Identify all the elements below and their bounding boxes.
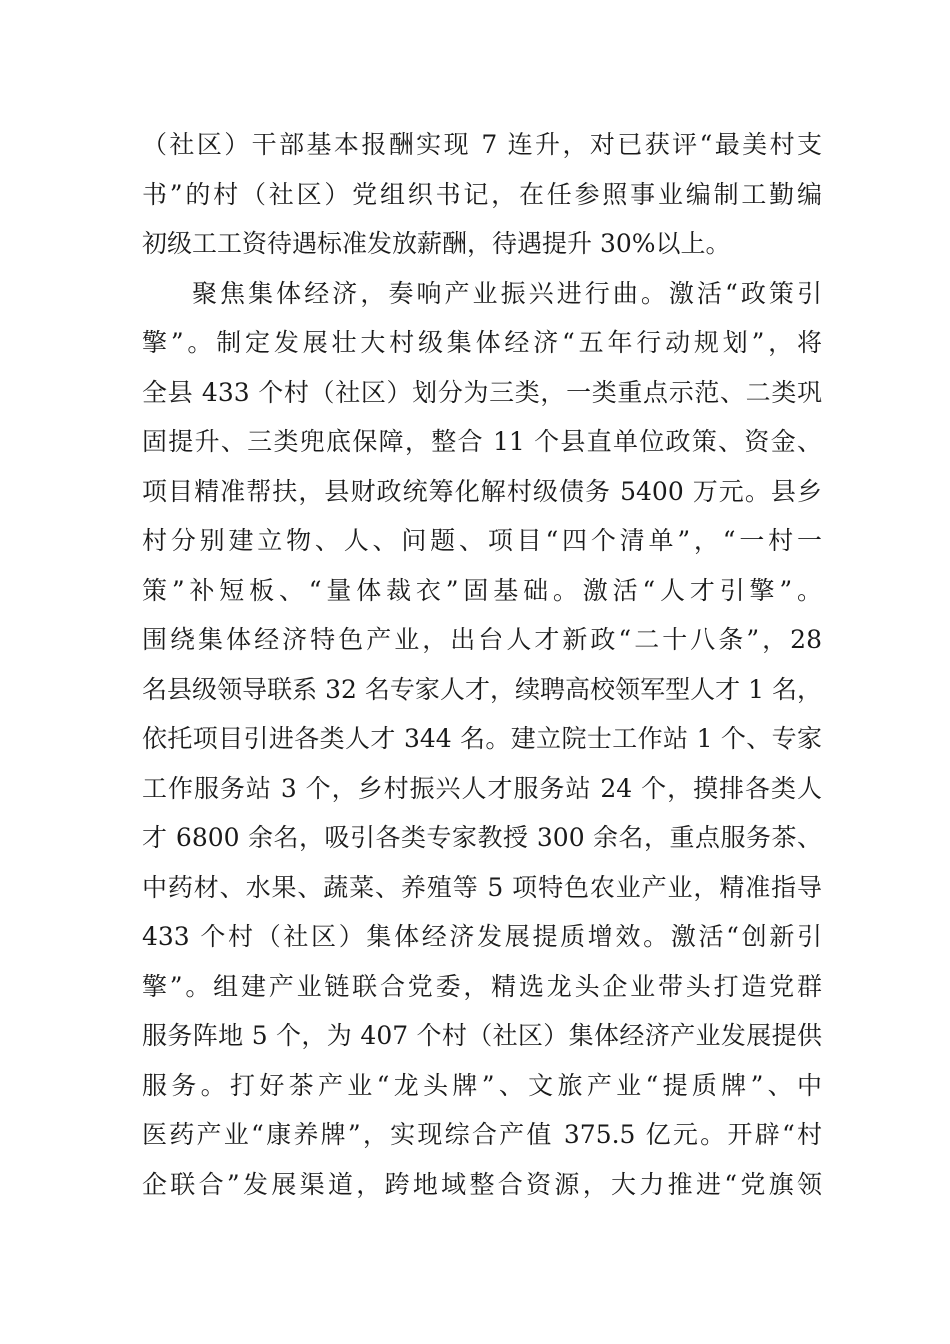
text-line: 433 个村（社区）集体经济发展提质增效。激活“创新引 — [142, 922, 822, 951]
paragraph-first-line: 聚焦集体经济，奏响产业振兴进行曲。激活“政策引 — [192, 278, 822, 308]
body-text — [142, 120, 822, 1209]
text-line: 围绕集体经济特色产业，出台人才新政“二十八条”，28 — [142, 625, 822, 654]
text-line: 依托项目引进各类人才 344 名。建立院士工作站 1 个、专家 — [142, 724, 822, 753]
text-line: 服务。打好茶产业“龙头牌”、文旅产业“提质牌”、中 — [142, 1070, 822, 1100]
text-line: 项目精准帮扶，县财政统筹化解村级债务 5400 万元。县乡 — [142, 476, 822, 506]
text-line: 工作服务站 3 个，乡村振兴人才服务站 24 个，摸排各类人 — [142, 773, 822, 803]
text-line: 书”的村（社区）党组织书记，在任参照事业编制工勤编 — [142, 179, 822, 209]
text-line: 村分别建立物、人、问题、项目“四个清单”，“一村一 — [142, 526, 822, 555]
text-line: （社区）干部基本报酬实现 7 连升，对已获评“最美村支 — [142, 130, 822, 159]
paragraph-end-line: 初级工工资待遇标准发放薪酬，待遇提升 30%以上。 — [142, 229, 731, 258]
text-line: 固提升、三类兜底保障，整合 11 个县直单位政策、资金、 — [142, 427, 822, 456]
text-line: 中药材、水果、蔬菜、养殖等 5 项特色农业产业，精准指导 — [142, 872, 822, 902]
text-line: 擎”。组建产业链联合党委，精选龙头企业带头打造党群 — [142, 971, 822, 1001]
text-line: 服务阵地 5 个，为 407 个村（社区）集体经济产业发展提供 — [142, 1021, 822, 1050]
text-line: 擎”。制定发展壮大村级集体经济“五年行动规划”，将 — [142, 328, 822, 357]
text-line: 名县级领导联系 32 名专家人才，续聘高校领军型人才 1 名， — [142, 674, 822, 704]
text-line: 才 6800 余名，吸引各类专家教授 300 余名，重点服务茶、 — [142, 823, 822, 852]
text-line: 策”补短板、“量体裁衣”固基础。激活“人才引擎”。 — [142, 575, 822, 605]
text-line: 医药产业“康养牌”，实现综合产值 375.5 亿元。开辟“村 — [142, 1120, 822, 1149]
text-line: 企联合”发展渠道，跨地域整合资源，大力推进“党旗领 — [142, 1169, 822, 1199]
text-line: 全县 433 个村（社区）划分为三类，一类重点示范、二类巩 — [142, 377, 822, 407]
